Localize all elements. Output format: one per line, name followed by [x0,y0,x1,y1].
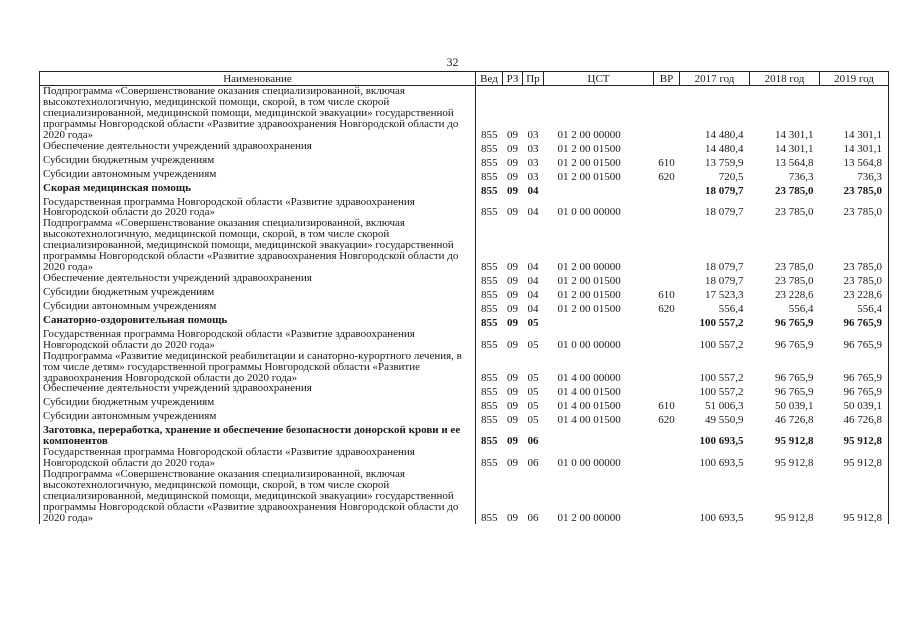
row-rz: 09 [507,260,518,273]
row-2017: 100 557,2 [699,385,744,398]
row-name: Государственная программа Новгородской области «Развитие здравоохранения Новгородской области до 2020 года» [40,447,476,469]
row-2019: 96 765,9 [820,329,889,351]
row-pr: 05 [527,371,539,384]
row-2018: 96 765,9 [775,385,814,398]
row-ved: 855 [481,371,498,384]
row-vr [654,141,680,155]
row-pr: 06 [527,457,539,470]
row-vr [654,351,680,384]
row-name: Субсидии бюджетным учреждениям [40,287,476,301]
row-vr [654,469,680,524]
row-ved: 855 [481,413,498,426]
row-name: Подпрограмма «Совершенствование оказания специализированной, включая высокотехнологичную, медицинской помощи, скорой, в том числе скорой специализированной, медицинской помощи, медицинской эвакуации» государственной программы Новгородской области «Развитие здравоохранения Новгородской области до 2020 года» [40,86,476,141]
table-row [40,315,889,329]
table-row [40,447,889,469]
budget-table [39,71,889,524]
header-rz: РЗ [503,72,523,86]
row-pr: 03 [527,170,539,183]
row-2018: 23 228,6 [775,288,814,301]
row-2019: 23 228,6 [820,287,889,301]
header-2019: 2019 год [820,72,889,86]
row-2018: 556,4 [788,302,814,315]
table-row [40,411,889,425]
row-2018: 23 785,0 [775,260,814,273]
row-2019: 46 726,8 [820,411,889,425]
row-2017: 100 693,5 [699,435,744,448]
row-name: Государственная программа Новгородской области «Развитие здравоохранения Новгородской области до 2020 года» [40,329,476,351]
row-cst: 01 2 00 01500 [557,142,621,155]
row-2017: 720,5 [718,170,744,183]
row-vr: 610 [658,288,675,301]
row-vr [654,86,680,141]
row-ved: 855 [481,274,498,287]
row-2018: 96 765,9 [775,316,814,329]
row-vr [654,329,680,351]
row-cst: 01 4 00 01500 [557,413,621,426]
row-ved: 855 [481,399,498,412]
row-2017: 100 693,5 [699,457,744,470]
row-rz: 09 [507,142,518,155]
row-2019: 23 785,0 [820,183,889,197]
row-2019: 23 785,0 [820,273,889,287]
row-cst: 01 0 00 00000 [557,338,621,351]
row-cst: 01 2 00 00000 [557,260,621,273]
row-vr [654,183,680,197]
row-2017: 49 550,9 [705,413,744,426]
row-name: Субсидии автономным учреждениям [40,301,476,315]
table-row [40,287,889,301]
row-cst: 01 0 00 00000 [557,457,621,470]
row-cst: 01 2 00 00000 [557,511,621,524]
row-name: Субсидии бюджетным учреждениям [40,155,476,169]
row-cst [544,183,654,197]
row-ved: 855 [481,316,498,329]
row-name: Государственная программа Новгородской области «Развитие здравоохранения Новгородской области до 2020 года» [40,197,476,219]
row-name: Обеспечение деятельности учреждений здравоохранения [40,383,476,397]
row-2019: 556,4 [820,301,889,315]
row-ved: 855 [481,338,498,351]
row-cst [544,425,654,447]
row-2019: 14 301,1 [820,141,889,155]
row-rz: 09 [507,371,518,384]
row-pr: 03 [527,156,539,169]
row-2017: 14 480,4 [705,128,744,141]
row-2017: 17 523,3 [705,288,744,301]
row-vr: 620 [658,413,675,426]
row-pr: 04 [527,302,539,315]
row-2018: 95 912,8 [775,457,814,470]
row-2019: 95 912,8 [820,425,889,447]
header-name: Наименование [40,72,476,86]
row-pr: 06 [527,511,539,524]
row-cst: 01 4 00 01500 [557,385,621,398]
row-2017: 18 079,7 [705,260,744,273]
row-name: Санаторно-оздоровительная помощь [40,315,476,329]
row-ved: 855 [481,184,498,197]
row-2018: 96 765,9 [775,371,814,384]
row-2017: 100 693,5 [699,511,744,524]
row-ved: 855 [481,206,498,219]
header-2017: 2017 год [680,72,750,86]
row-2019: 14 301,1 [820,86,889,141]
row-name: Субсидии бюджетным учреждениям [40,397,476,411]
header-2018: 2018 год [750,72,820,86]
row-name: Подпрограмма «Совершенствование оказания специализированной, включая высокотехнологичную, медицинской помощи, скорой, в том числе скорой специализированной, медицинской помощи, медицинской эвакуации» государственной программы Новгородской области «Развитие здравоохранения Новгородской области до 2020 года» [40,469,476,524]
row-2019: 50 039,1 [820,397,889,411]
row-2018: 14 301,1 [775,128,814,141]
row-cst: 01 0 00 00000 [557,206,621,219]
table-row [40,425,889,447]
row-cst: 01 2 00 01500 [557,274,621,287]
row-ved: 855 [481,142,498,155]
row-rz: 09 [507,184,518,197]
table-row [40,397,889,411]
table-header-row [40,72,889,86]
row-rz: 09 [507,156,518,169]
row-2019: 23 785,0 [820,218,889,273]
row-rz: 09 [507,338,518,351]
row-pr: 04 [527,274,539,287]
row-2018: 46 726,8 [775,413,814,426]
row-2019: 23 785,0 [820,197,889,219]
row-rz: 09 [507,413,518,426]
row-ved: 855 [481,457,498,470]
row-ved: 855 [481,385,498,398]
row-rz: 09 [507,206,518,219]
row-2017: 556,4 [718,302,744,315]
row-2019: 96 765,9 [820,383,889,397]
table-row [40,383,889,397]
row-2018: 95 912,8 [775,511,814,524]
row-vr [654,273,680,287]
row-name: Обеспечение деятельности учреждений здравоохранения [40,141,476,155]
row-2019: 96 765,9 [820,351,889,384]
row-pr: 05 [527,413,539,426]
table-row [40,183,889,197]
row-rz: 09 [507,435,518,448]
row-ved: 855 [481,511,498,524]
table-row [40,86,889,141]
row-ved: 855 [481,288,498,301]
row-2019: 13 564,8 [820,155,889,169]
row-2019: 96 765,9 [820,315,889,329]
row-2017: 100 557,2 [699,316,744,329]
row-ved: 855 [481,170,498,183]
row-name: Заготовка, переработка, хранение и обеспечение безопасности донорской крови и ее компонентов [40,425,476,447]
table-row [40,329,889,351]
table-row [40,351,889,384]
row-2018: 50 039,1 [775,399,814,412]
header-cst: ЦСТ [544,72,654,86]
row-vr [654,425,680,447]
row-2018: 736,3 [788,170,814,183]
row-2018: 14 301,1 [775,142,814,155]
table-row [40,141,889,155]
row-pr: 03 [527,142,539,155]
row-cst: 01 2 00 01500 [557,288,621,301]
row-pr: 04 [527,260,539,273]
row-vr [654,315,680,329]
page-number: 32 [446,55,459,69]
table-row [40,197,889,219]
table-row [40,169,889,183]
row-2018: 13 564,8 [775,156,814,169]
row-2017: 14 480,4 [705,142,744,155]
row-2018: 23 785,0 [775,184,814,197]
row-rz: 09 [507,385,518,398]
row-rz: 09 [507,511,518,524]
row-2019: 736,3 [820,169,889,183]
row-name: Подпрограмма «Совершенствование оказания специализированной, включая высокотехнологичную, медицинской помощи, скорой, в том числе скорой специализированной, медицинской помощи, медицинской эвакуации» государственной программы Новгородской области «Развитие здравоохранения Новгородской области до 2020 года» [40,218,476,273]
row-pr: 04 [527,206,539,219]
row-ved: 855 [481,302,498,315]
row-2017: 18 079,7 [705,206,744,219]
row-vr [654,197,680,219]
row-pr: 04 [527,184,539,197]
row-rz: 09 [507,274,518,287]
row-ved: 855 [481,435,498,448]
row-2019: 95 912,8 [820,469,889,524]
row-pr: 06 [527,435,539,448]
row-rz: 09 [507,288,518,301]
row-pr: 03 [527,128,539,141]
table-row [40,218,889,273]
row-cst: 01 4 00 01500 [557,399,621,412]
row-pr: 05 [527,399,539,412]
row-2018: 95 912,8 [775,435,814,448]
header-ved: Вед [476,72,503,86]
row-2017: 13 759,9 [705,156,744,169]
row-rz: 09 [507,170,518,183]
row-name: Субсидии автономным учреждениям [40,411,476,425]
table-row [40,301,889,315]
row-ved: 855 [481,128,498,141]
row-vr [654,383,680,397]
row-ved: 855 [481,156,498,169]
row-rz: 09 [507,316,518,329]
table-body [40,86,889,524]
row-cst: 01 2 00 00000 [557,128,621,141]
row-cst: 01 4 00 00000 [557,371,621,384]
row-2018: 23 785,0 [775,274,814,287]
header-pr: Пр [523,72,544,86]
row-2017: 18 079,7 [705,184,744,197]
row-cst: 01 2 00 01500 [557,170,621,183]
table-row [40,155,889,169]
row-cst: 01 2 00 01500 [557,302,621,315]
row-pr: 05 [527,338,539,351]
row-vr: 610 [658,156,675,169]
row-2018: 96 765,9 [775,338,814,351]
row-pr: 04 [527,288,539,301]
row-rz: 09 [507,399,518,412]
row-vr: 620 [658,170,675,183]
row-2017: 100 557,2 [699,371,744,384]
table-row [40,273,889,287]
row-vr: 620 [658,302,675,315]
row-2017: 18 079,7 [705,274,744,287]
row-vr: 610 [658,399,675,412]
header-vr: ВР [654,72,680,86]
row-2018: 23 785,0 [775,206,814,219]
row-pr: 05 [527,385,539,398]
row-name: Субсидии автономным учреждениям [40,169,476,183]
row-2017: 51 006,3 [705,399,744,412]
row-pr: 05 [527,316,539,329]
row-rz: 09 [507,302,518,315]
table-row [40,469,889,524]
row-name: Подпрограмма «Развитие медицинской реабилитации и санаторно-курортного лечения, в том числе детям» государственной программы Новгородской области «Развитие здравоохранения Новгородской области до 2020 года» [40,351,476,384]
row-rz: 09 [507,457,518,470]
row-2019: 95 912,8 [820,447,889,469]
row-ved: 855 [481,260,498,273]
row-vr [654,218,680,273]
row-2017: 100 557,2 [699,338,744,351]
row-rz: 09 [507,128,518,141]
row-name: Обеспечение деятельности учреждений здравоохранения [40,273,476,287]
row-vr [654,447,680,469]
row-cst: 01 2 00 01500 [557,156,621,169]
row-name: Скорая медицинская помощь [40,183,476,197]
row-cst [544,315,654,329]
